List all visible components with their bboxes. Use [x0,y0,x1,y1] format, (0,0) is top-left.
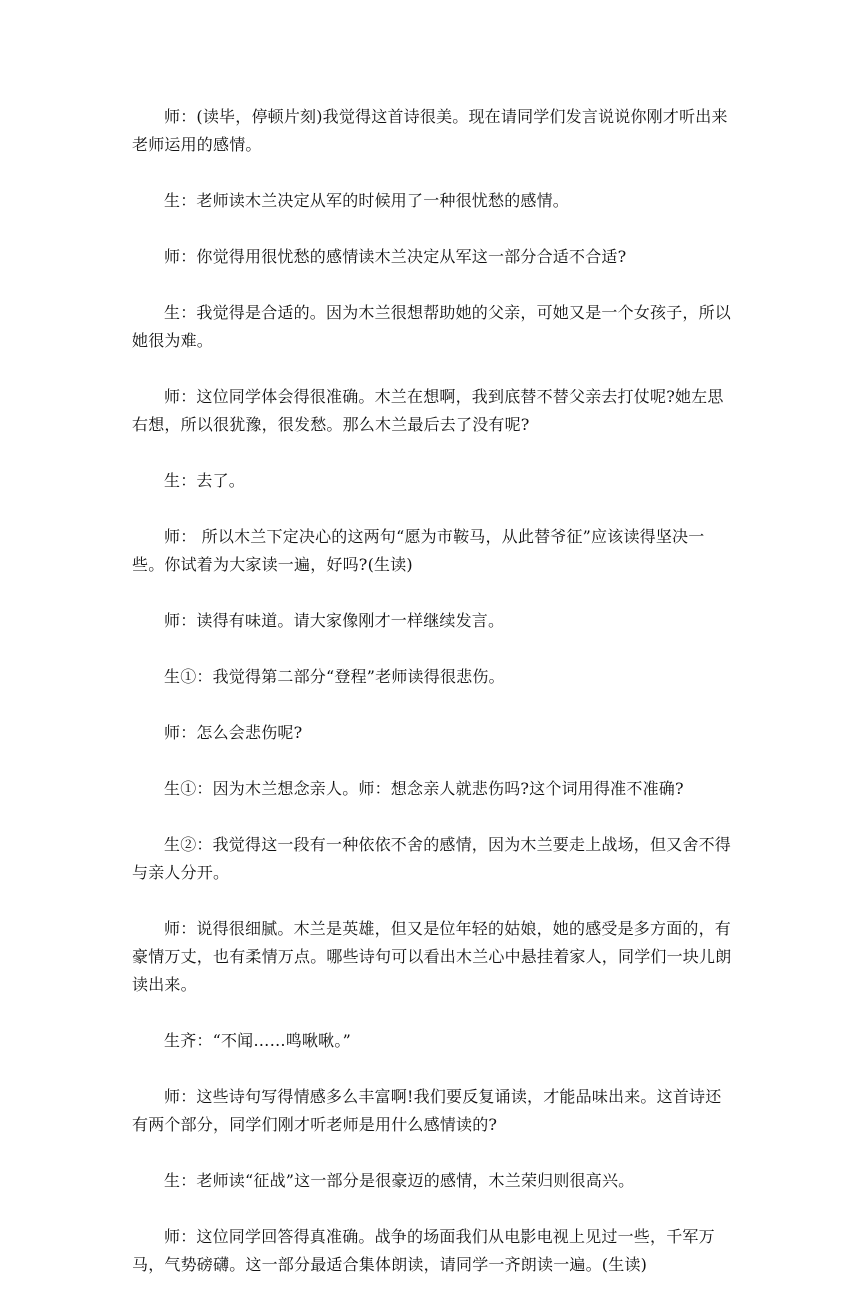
dialogue-paragraph: 生①：我觉得第二部分“登程”老师读得很悲伤。 [164,667,505,686]
dialogue-paragraph: 师： 所以木兰下定决心的这两句“愿为市鞍马，从此替爷征”应该读得坚决一些。你试着为大家读一遍，好吗?(生读) [132,527,705,574]
dialogue-paragraph: 师：这位同学体会得很准确。木兰在想啊，我到底替不替父亲去打仗呢?她左思右想，所以很犹豫，很发愁。那么木兰最后去了没有呢? [132,387,724,434]
dialogue-paragraph: 生①：因为木兰想念亲人。师：想念亲人就悲伤吗?这个词用得准不准确? [164,779,684,798]
document-body [132,103,732,1307]
dialogue-paragraph: 师：这些诗句写得情感多么丰富啊!我们要反复诵读，才能品味出来。这首诗还有两个部分，同学们刚才听老师是用什么感情读的? [132,1087,722,1134]
dialogue-paragraph: 师：这位同学回答得真准确。战争的场面我们从电影电视上见过一些，千军万马，气势磅礴。这一部分最适合集体朗读，请同学一齐朗读一遍。(生读) [132,1227,715,1274]
dialogue-paragraph: 师：怎么会悲伤呢? [164,723,303,742]
dialogue-paragraph: 生：老师读木兰决定从军的时候用了一种很忧愁的感情。 [164,191,570,210]
dialogue-paragraph: 生：我觉得是合适的。因为木兰很想帮助她的父亲，可她又是一个女孩子，所以她很为难。 [132,303,732,350]
dialogue-paragraph: 生齐：“不闻……鸣啾啾。” [164,1031,351,1050]
dialogue-paragraph: 生：去了。 [164,471,246,490]
dialogue-paragraph: 师：(读毕，停顿片刻)我觉得这首诗很美。现在请同学们发言说说你刚才听出来老师运用的感情。 [132,107,728,154]
dialogue-paragraph: 师：读得有味道。请大家像刚才一样继续发言。 [164,611,505,630]
dialogue-paragraph: 师：你觉得用很忧愁的感情读木兰决定从军这一部分合适不合适? [164,247,627,266]
dialogue-paragraph: 师：说得很细腻。木兰是英雄，但又是位年轻的姑娘，她的感受是多方面的，有豪情万丈，也有柔情万点。哪些诗句可以看出木兰心中悬挂着家人，同学们一块儿朗读出来。 [132,919,732,994]
dialogue-paragraph: 生②：我觉得这一段有一种依依不舍的感情，因为木兰要走上战场，但又舍不得与亲人分开。 [132,835,732,882]
dialogue-paragraph: 生：老师读“征战”这一部分是很豪迈的感情，木兰荣归则很高兴。 [164,1171,635,1190]
